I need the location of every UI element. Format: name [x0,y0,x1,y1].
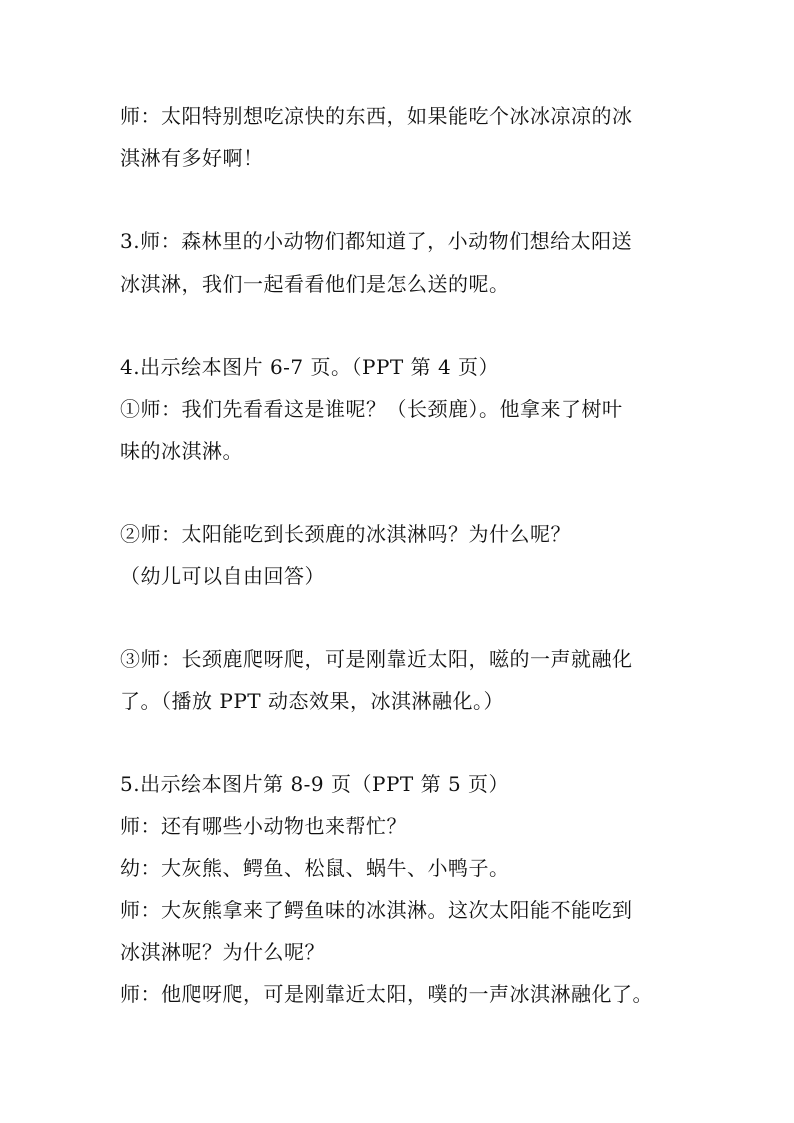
text-line: 3.师：森林里的小动物们都知道了，小动物们想给太阳送 [120,229,633,253]
text-line: 味的冰淇淋。 [120,439,243,463]
text-line: 冰淇淋呢？为什么呢？ [120,940,325,964]
text-line: ③师：长颈鹿爬呀爬，可是刚靠近太阳，嗞的一声就融化 [120,647,633,671]
text-line: ②师：太阳能吃到长颈鹿的冰淇淋吗？为什么呢？ [120,522,571,546]
text-line: 师：太阳特别想吃凉快的东西，如果能吃个冰冰凉凉的冰 [120,104,633,128]
text-line: 冰淇淋，我们一起看看他们是怎么送的呢。 [120,272,510,296]
text-line: 幼：大灰熊、鳄鱼、松鼠、蜗牛、小鸭子。 [120,856,510,880]
text-line: 师：大灰熊拿来了鳄鱼味的冰淇淋。这次太阳能不能吃到 [120,898,633,922]
text-line: （幼儿可以自由回答） [120,564,325,588]
text-line: 5.出示绘本图片第 8-9 页（PPT 第 5 页） [120,772,510,796]
text-line: 师：他爬呀爬，可是刚靠近太阳，噗的一声冰淇淋融化了。 [120,982,653,1006]
text-line: 淇淋有多好啊！ [120,146,264,170]
text-line: 4.出示绘本图片 6-7 页。（PPT 第 4 页） [120,355,500,379]
text-line: 了。（播放 PPT 动态效果，冰淇淋融化。） [120,689,504,713]
text-line: 师：还有哪些小动物也来帮忙？ [120,814,407,838]
text-line: ①师：我们先看看这是谁呢？（长颈鹿）。他拿来了树叶 [120,397,623,421]
